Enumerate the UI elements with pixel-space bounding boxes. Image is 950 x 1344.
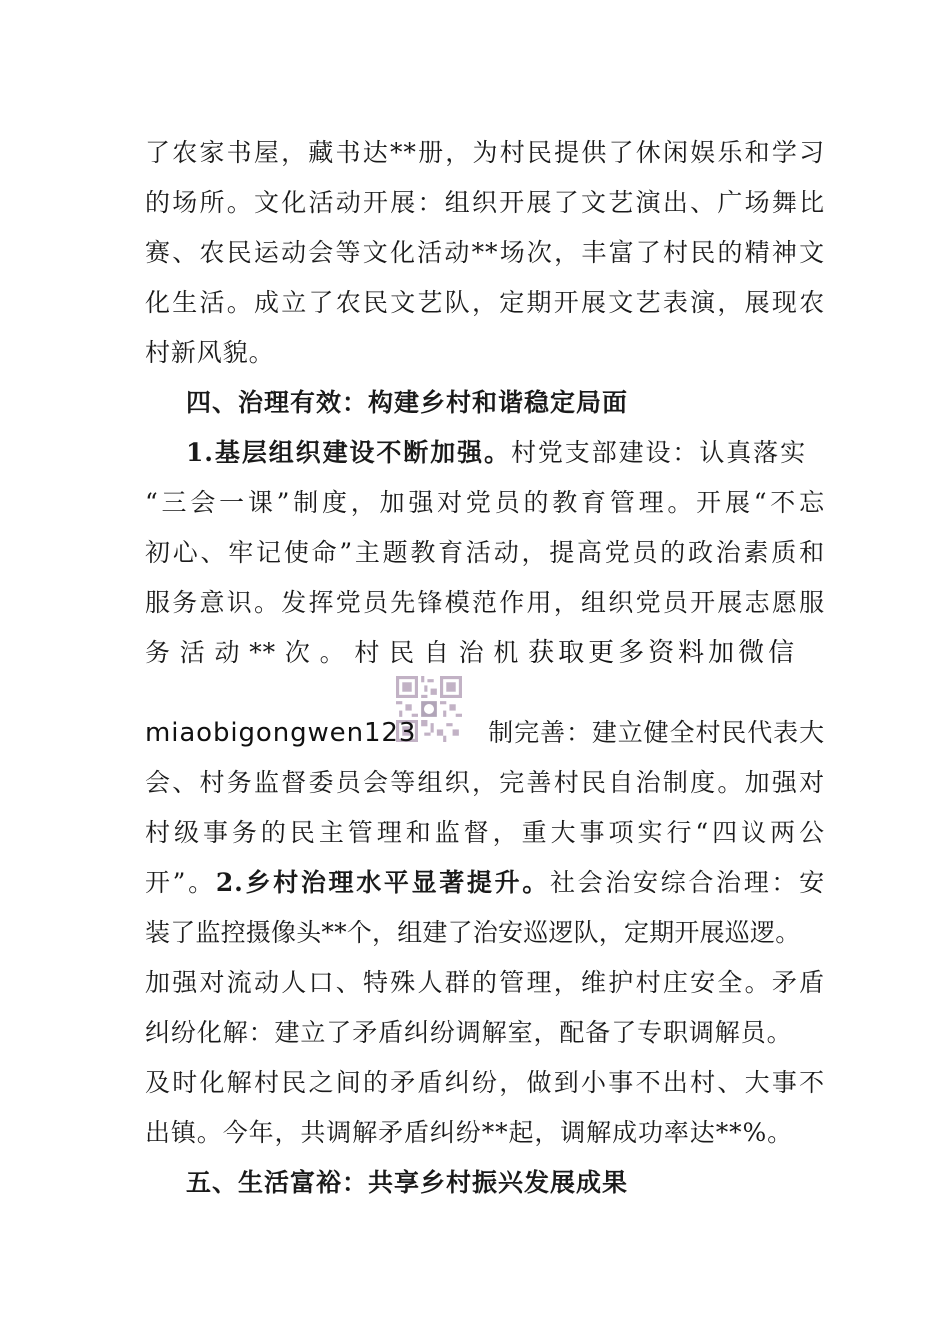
subheading-2: 2.乡村治理水平显著提升。 <box>215 868 550 897</box>
paragraph-line: 会、村务监督委员会等组织，完善村民自治制度。加强对 <box>145 768 825 797</box>
subheading-1: 1.基层组织建设不断加强。 <box>186 438 511 467</box>
paragraph-text: 制完善：建立健全村民代表大 <box>488 718 825 747</box>
section-heading-5: 五、生活富裕：共享乡村振兴发展成果 <box>186 1168 629 1197</box>
paragraph-line: 纠纷化解：建立了矛盾纠纷调解室，配备了专职调解员。 <box>145 1018 793 1047</box>
paragraph-line: 及时化解村民之间的矛盾纠纷，做到小事不出村、大事不 <box>145 1068 825 1097</box>
paragraph-text: 社会治安综合治理：安 <box>549 868 825 897</box>
paragraph-line <box>145 866 825 900</box>
paragraph-line: 的场所。文化活动开展：组织开展了文艺演出、广场舞比 <box>145 188 825 217</box>
paragraph-line: 村新风貌。 <box>145 338 275 367</box>
paragraph-text: 村党支部建设：认真落实 <box>510 438 806 467</box>
paragraph-line: 装了监控摄像头**个，组建了治安巡逻队，定期开展巡逻。 <box>145 918 801 947</box>
paragraph-line: 服务意识。发挥党员先锋模范作用，组织党员开展志愿服 <box>145 588 825 617</box>
paragraph-line: 出镇。今年，共调解矛盾纠纷**起，调解成功率达**%。 <box>145 1118 794 1147</box>
watermark-text: 获取更多资料加微信 <box>528 638 799 668</box>
paragraph-line: 初心、牢记使命”主题教育活动，提高党员的政治素质和 <box>145 538 825 567</box>
paragraph-line <box>145 716 825 750</box>
paragraph-line <box>186 436 806 470</box>
paragraph-text: 开”。 <box>145 868 216 897</box>
paragraph-line: 化生活。成立了农民文艺队，定期开展文艺表演，展现农 <box>145 288 825 317</box>
watermark-id: miaobigongwen123 <box>145 718 417 748</box>
paragraph-line: 了农家书屋，藏书达**册，为村民提供了休闲娱乐和学习 <box>145 138 825 167</box>
paragraph-line: “三会一课”制度，加强对党员的教育管理。开展“不忘 <box>145 488 825 517</box>
paragraph-line: 赛、农民运动会等文化活动**场次，丰富了村民的精神文 <box>145 238 825 267</box>
paragraph-line <box>145 636 825 670</box>
paragraph-line: 加强对流动人口、特殊人群的管理，维护村庄安全。矛盾 <box>145 968 825 997</box>
paragraph-line: 村级事务的民主管理和监督，重大事项实行“四议两公 <box>145 818 825 847</box>
paragraph-text: 务 活 动 ** 次 。 村 民 自 治 机 <box>145 638 520 667</box>
section-heading-4: 四、治理有效：构建乡村和谐稳定局面 <box>186 388 629 417</box>
